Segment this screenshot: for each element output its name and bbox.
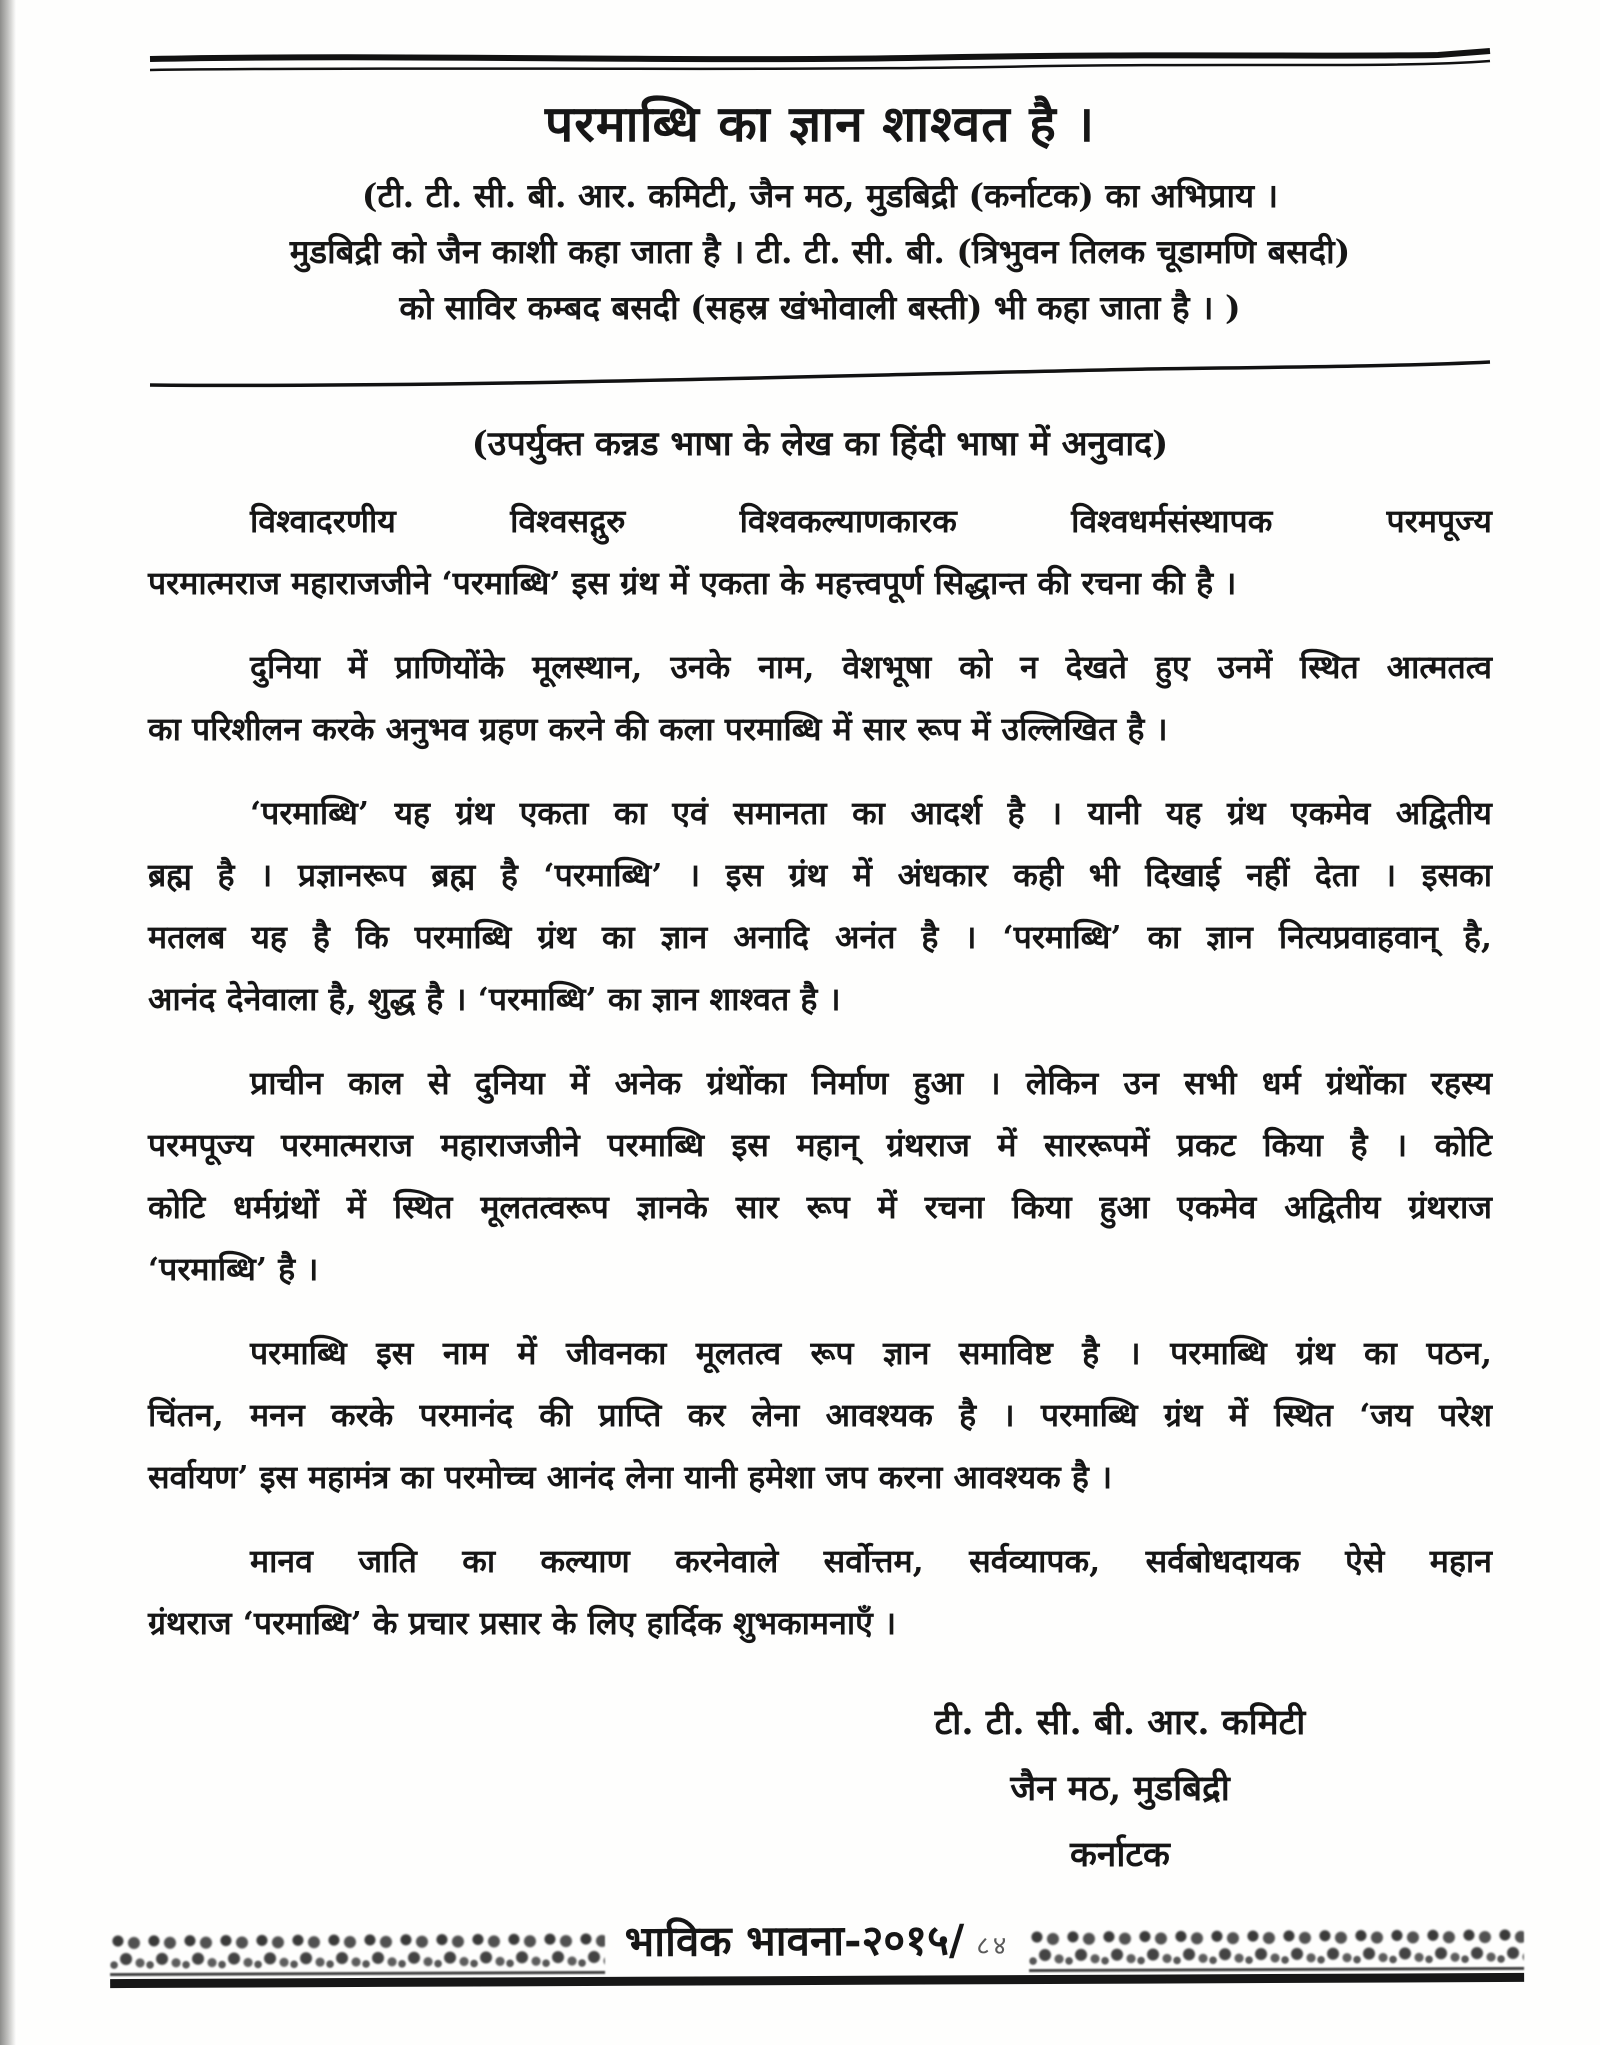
footer-page-number: ८४ xyxy=(976,1931,1010,1962)
paragraph-line: प्राचीन काल से दुनिया में अनेक ग्रंथोंका निर्माण हुआ । लेकिन उन सभी धर्म ग्रंथोंका रहस्य xyxy=(250,1064,1492,1102)
paragraph-line: परमात्मराज महाराजजीने ‘परमाब्धि’ इस ग्रंथ में एकता के महत्त्वपूर्ण सिद्धान्त की रचना की है । xyxy=(148,564,1237,602)
page-title: परमाब्धि का ज्ञान शाश्वत है । xyxy=(544,94,1096,153)
body-paragraph-2 xyxy=(148,636,1492,760)
signature-organization: जैन मठ, मुडबिद्री xyxy=(1010,1768,1230,1809)
paragraph-line: ‘परमाब्धि’ यह ग्रंथ एकता का एवं समानता का आदर्श है । यानी यह ग्रंथ एकमेव अद्वितीय xyxy=(250,794,1492,832)
paragraph-line: परमाब्धि इस नाम में जीवनका मूलतत्व रूप ज्ञान समाविष्ट है । परमाब्धि ग्रंथ का पठन, xyxy=(250,1334,1492,1372)
paragraph-line: ‘परमाब्धि’ है । xyxy=(148,1250,319,1288)
paragraph-line: चिंतन, मनन करके परमानंद की प्राप्ति कर लेना आवश्यक है । परमाब्धि ग्रंथ में स्थित ‘जय परेश xyxy=(148,1396,1492,1434)
paragraph-line: ग्रंथराज ‘परमाब्धि’ के प्रचार प्रसार के लिए हार्दिक शुभकामनाएँ । xyxy=(148,1604,897,1642)
scan-edge-shadow xyxy=(0,0,16,2045)
paragraph-line: दुनिया में प्राणियोंके मूलस्थान, उनके नाम, वेशभूषा को न देखते हुए उनमें स्थित आत्मतत्व xyxy=(250,648,1492,686)
paragraph-line: आनंद देनेवाला है, शुद्ध है । ‘परमाब्धि’ का ज्ञान शाश्वत है । xyxy=(148,980,841,1018)
footer-text xyxy=(619,1914,1016,1974)
footer-journal-title: भाविक भावना-२०१५/ xyxy=(624,1915,965,1966)
body-paragraph-6 xyxy=(148,1530,1492,1654)
paragraph-line: मानव जाति का कल्याण करनेवाले सर्वोत्तम, सर्वव्यापक, सर्वबोधदायक ऐसे महान xyxy=(250,1542,1492,1580)
header-note-line-3: को साविर कम्बद बसदी (सहस्र खंभोवाली बस्ती) भी कहा जाता है । ) xyxy=(399,288,1241,327)
header-note-line-2: मुडबिद्री को जैन काशी कहा जाता है । टी. टी. सी. बी. (त्रिभुवन तिलक चूडामणि बसदी) xyxy=(289,232,1351,271)
ornament-strip-right xyxy=(1029,1921,1524,1972)
header-divider-rule xyxy=(148,360,1492,390)
paragraph-line: परमपूज्य परमात्मराज महाराजजीने परमाब्धि इस महान् ग्रंथराज में साररूपमें प्रकट किया है । कोटि xyxy=(148,1126,1492,1164)
page-footer xyxy=(110,1912,1524,1988)
top-double-rule xyxy=(148,48,1492,74)
page-content xyxy=(148,48,1492,1888)
signature-block xyxy=(900,1690,1340,1888)
paragraph-line: विश्वादरणीय विश्वसद्गुरु विश्वकल्याणकारक विश्वधर्मसंस्थापक परमपूज्य xyxy=(250,502,1492,540)
body-paragraph-4 xyxy=(148,1052,1492,1300)
body-paragraph-1 xyxy=(148,490,1492,614)
header-note xyxy=(148,168,1492,336)
signature-region: कर्नाटक xyxy=(1070,1834,1170,1875)
paragraph-line: मतलब यह है कि परमाब्धि ग्रंथ का ज्ञान अनादि अनंत है । ‘परमाब्धि’ का ज्ञान नित्यप्रवाहवान् है, xyxy=(148,918,1492,956)
paragraph-line: ब्रह्म है । प्रज्ञानरूप ब्रह्म है ‘परमाब्धि’ । इस ग्रंथ में अंधकार कही भी दिखाई नहीं देता । इसका xyxy=(148,856,1492,894)
body-paragraph-5 xyxy=(148,1322,1492,1508)
signature-committee: टी. टी. सी. बी. आर. कमिटी xyxy=(934,1702,1306,1743)
paragraph-line: का परिशीलन करके अनुभव ग्रहण करने की कला परमाब्धि में सार रूप में उल्लिखित है । xyxy=(148,710,1168,748)
ornament-strip-left xyxy=(110,1925,605,1976)
header-note-line-1: (टी. टी. सी. बी. आर. कमिटी, जैन मठ, मुडबिद्री (कर्नाटक) का अभिप्राय । xyxy=(361,176,1279,215)
body-paragraph-3 xyxy=(148,782,1492,1030)
paragraph-line: कोटि धर्मग्रंथों में स्थित मूलतत्वरूप ज्ञानके सार रूप में रचना किया हुआ एकमेव अद्वितीय ग्रंथराज xyxy=(148,1188,1492,1226)
body-text xyxy=(148,490,1492,1654)
translation-note: (उपर्युक्त कन्नड भाषा के लेख का हिंदी भाषा में अनुवाद) xyxy=(471,424,1169,464)
paragraph-line: सर्वायण’ इस महामंत्र का परमोच्च आनंद लेना यानी हमेशा जप करना आवश्यक है । xyxy=(148,1458,1113,1496)
